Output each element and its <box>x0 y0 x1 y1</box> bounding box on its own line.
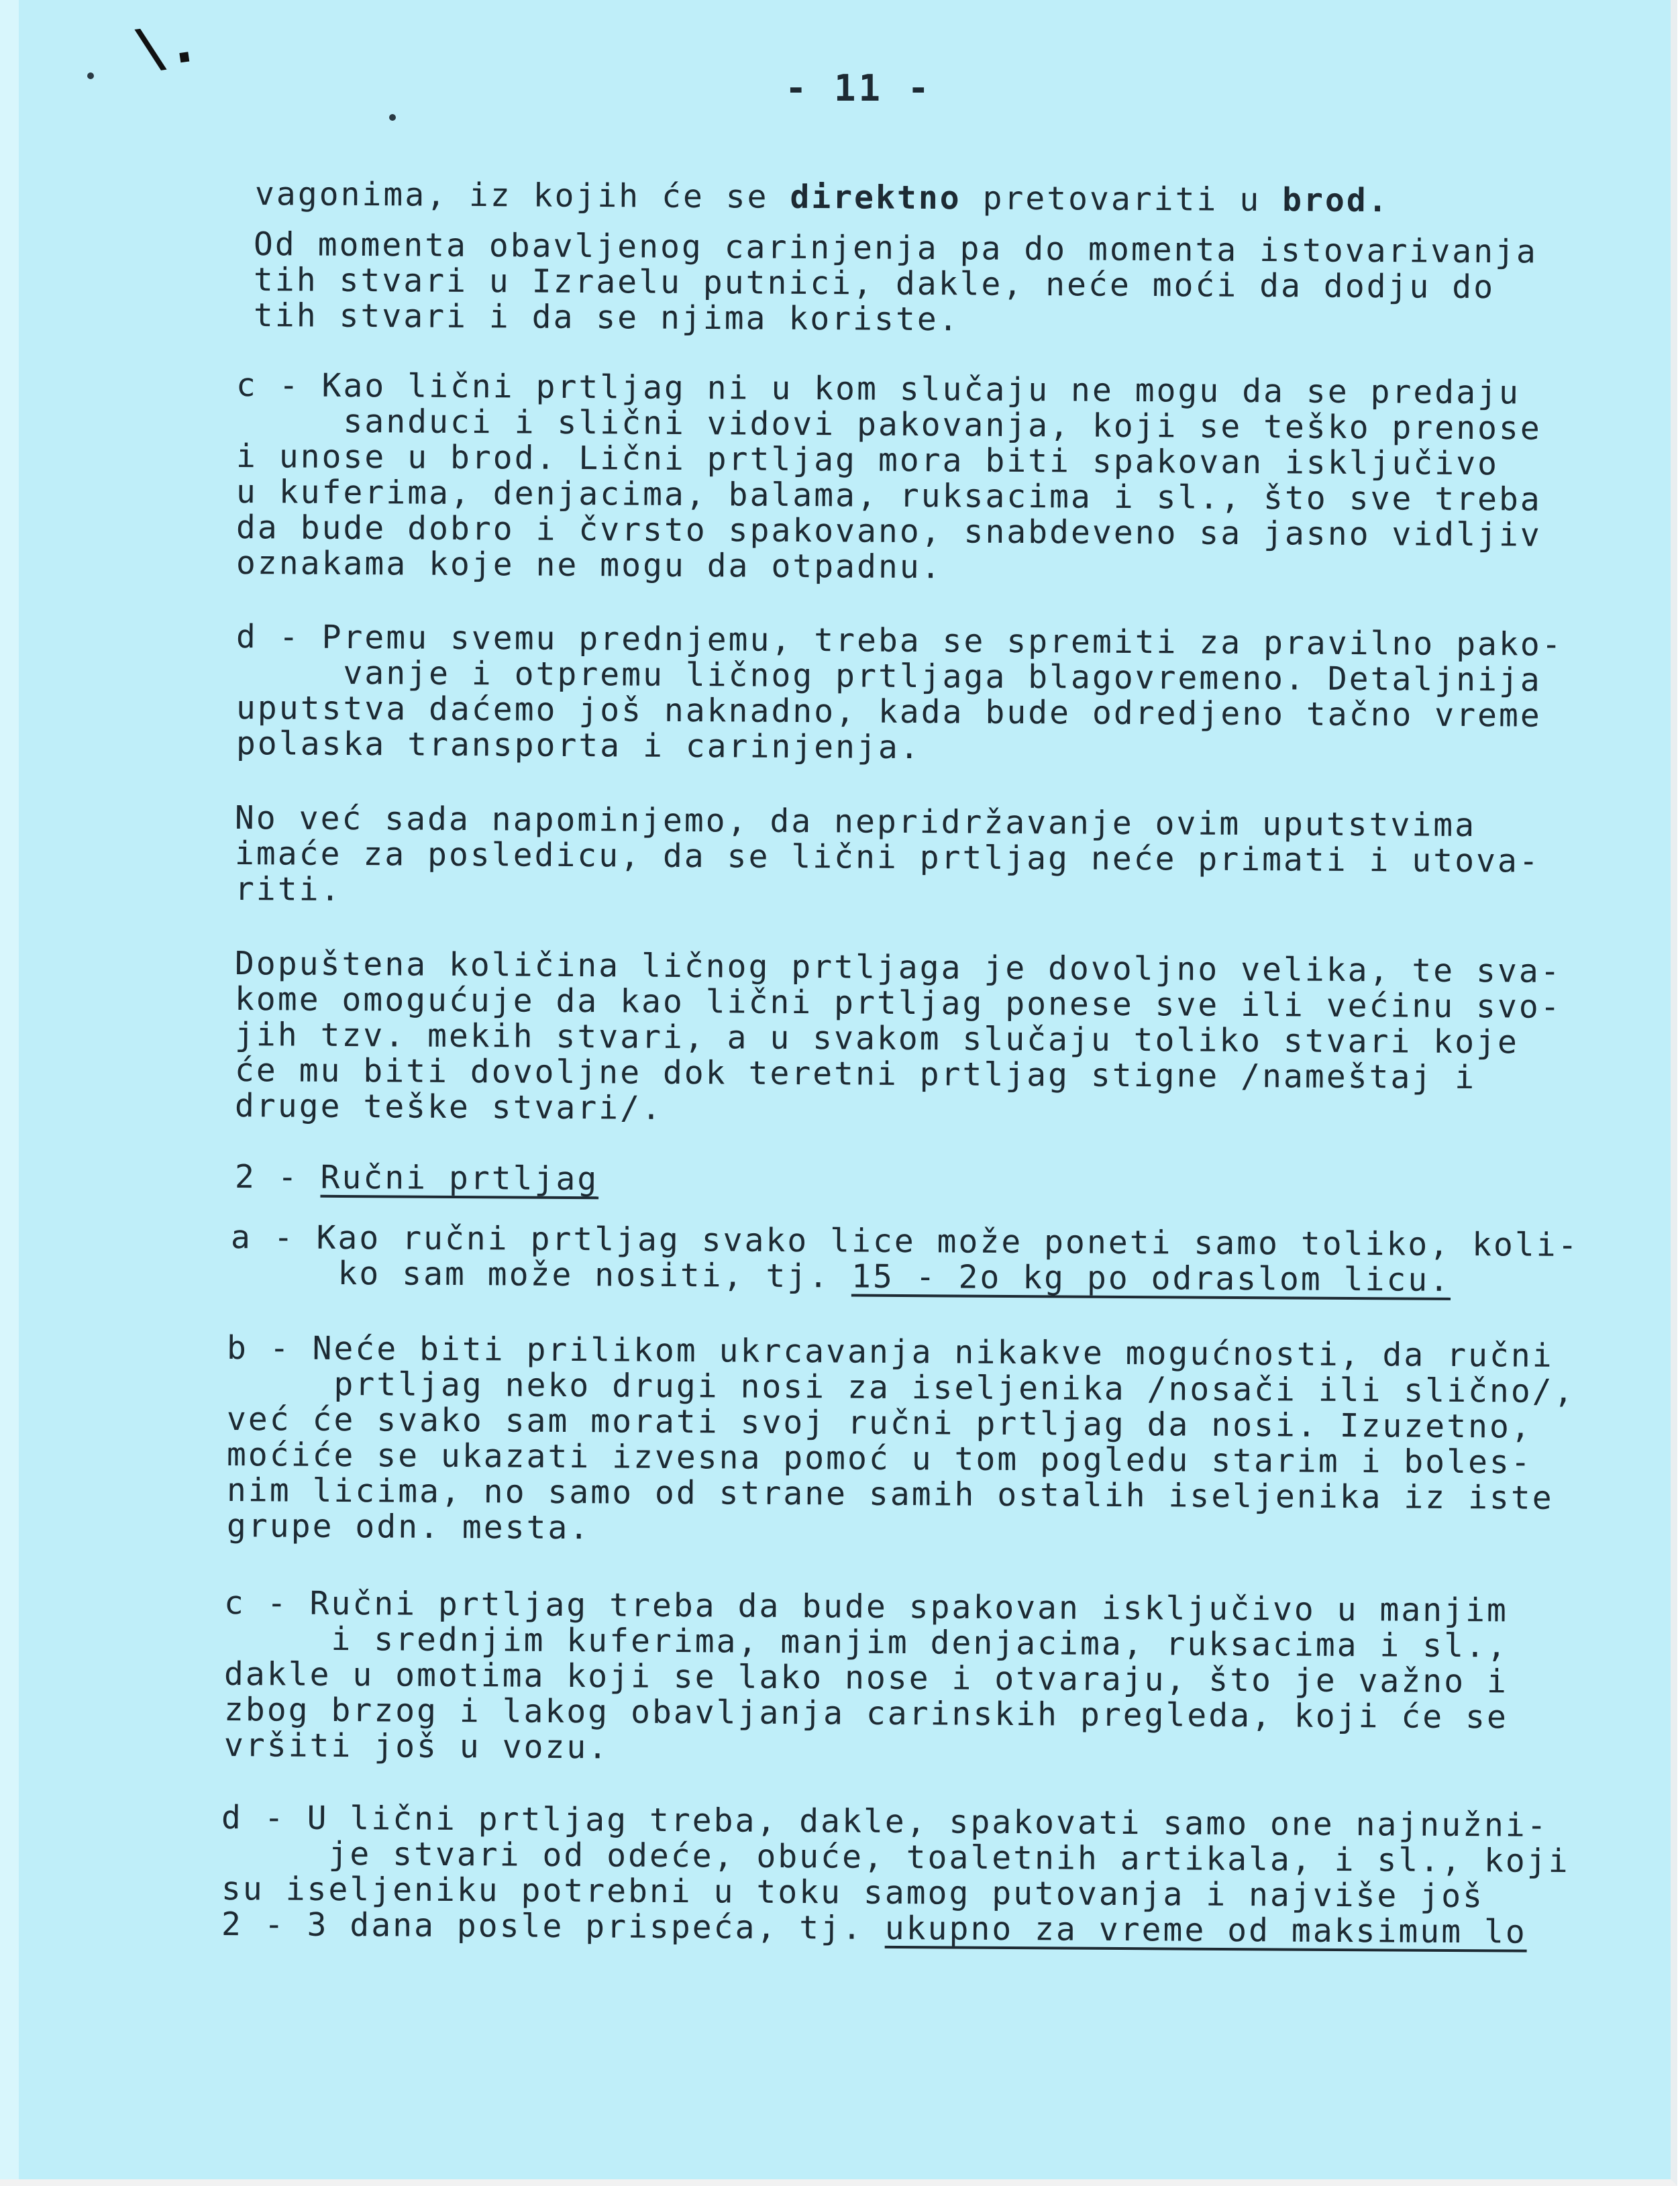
text-line <box>234 870 342 908</box>
text-segment: c - Kao lični prtljag ni u kom slučaju ne mogu da se predaju <box>235 366 1521 412</box>
text-segment: d - U lični prtljag treba, dakle, spakovati samo one najnužni- <box>221 1799 1548 1844</box>
text-line <box>221 1906 1527 1951</box>
text-segment: da bude dobro i čvrsto spakovano, snabdeveno sa jasno vidljiv <box>235 509 1542 554</box>
text-segment: ko sam može nositi, tj. <box>230 1254 852 1296</box>
text-line <box>235 725 921 767</box>
text-segment: i srednjim kuferima, manjim denjacima, ruksacima i sl., <box>223 1620 1509 1665</box>
text-segment: vagonima, iz kojih će se <box>254 175 790 216</box>
text-segment: No već sada napominjemo, da nepridržavanje ovim uputstvima <box>234 799 1477 845</box>
text-segment: oznakama koje ne mogu da otpadnu. <box>235 544 943 586</box>
text-segment: vršiti još u vozu. <box>223 1726 610 1767</box>
text-segment: a - Kao ručni prtljag svako lice može poneti samo toliko, koli- <box>230 1218 1579 1265</box>
text-segment: Od momenta obavljenog carinjenja pa do momenta istovarivanja <box>253 225 1538 271</box>
text-segment: 2 - 3 dana posle prispeća, tj. <box>221 1906 886 1947</box>
text-segment: 2 - <box>234 1158 321 1196</box>
text-segment: tih stvari u Izraelu putnici, dakle, neće moći da dodju do <box>253 261 1495 307</box>
text-segment: u kuferima, denjacima, balama, ruksacima i sl., što sve treba <box>235 473 1542 519</box>
text-segment: su iseljeniku potrebni u toku samog putovanja i najviše još <box>221 1870 1485 1916</box>
text-line <box>234 1158 599 1198</box>
text-segment: Dopuštena količina ličnog prtljaga je dovoljno velika, te sva- <box>234 945 1562 990</box>
text-line <box>226 1507 591 1547</box>
text-segment: i unose u brod. Lični prtljag mora biti spakovan isključivo <box>235 437 1500 483</box>
text-segment: je stvari od odeće, obuće, toaletnih artikala, i sl., koji <box>221 1834 1570 1881</box>
underlined-text: 15 - 2o kg po odraslom licu. <box>851 1257 1451 1299</box>
text-segment: tih stvari i da se njima koriste. <box>253 297 960 339</box>
text-segment: polaska transporta i carinjenja. <box>235 725 921 767</box>
text-segment: druge teške stvari/. <box>234 1087 664 1127</box>
text-segment: imaće za posledicu, da se lični prtljag neće primati i utova- <box>234 835 1540 880</box>
text-segment: uputstva daćemo još naknadno, kada bude odredjeno tačno vreme <box>235 689 1542 735</box>
text-segment: dakle u omotima koji se lako nose i otvaraju, što je važno i <box>223 1655 1509 1701</box>
text-segment: brod. <box>1281 181 1389 220</box>
text-line <box>234 1087 664 1127</box>
text-line <box>254 175 1389 220</box>
text-segment: prtljag neko drugi nosi za iseljenika /nosači ili slično/, <box>226 1365 1575 1411</box>
text-segment: jih tzv. mekih stvari, a u svakom slučaju toliko stvari koje <box>234 1016 1520 1061</box>
text-segment: vanje i otpremu ličnog prtljaga blagovremeno. Detaljnija <box>235 654 1542 699</box>
text-segment: grupe odn. mesta. <box>226 1507 591 1547</box>
underlined-text: Ručni prtljag <box>320 1158 599 1198</box>
text-segment: d - Premu svemu prednjemu, treba se spremiti za pravilno pako- <box>235 618 1563 664</box>
ink-dot <box>389 114 396 121</box>
underlined-text: ukupno za vreme od maksimum lo <box>884 1909 1527 1951</box>
text-segment: c - Ručni prtljag treba da bude spakovan isključivo u manjim <box>223 1584 1509 1630</box>
text-segment: riti. <box>234 870 342 908</box>
text-line <box>230 1254 1451 1299</box>
text-segment: će mu biti dovoljne dok teretni prtljag stigne /nameštaj i <box>234 1051 1477 1097</box>
text-segment: već će svako sam morati svoj ručni prtljag da nosi. Izuzetno, <box>226 1400 1532 1446</box>
page-edge <box>0 0 19 2179</box>
handwritten-mark: \. <box>129 10 203 82</box>
text-segment: moćiće se ukazati izvesna pomoć u tom pogledu starim i boles- <box>226 1436 1532 1481</box>
text-line <box>235 837 1540 878</box>
text-segment: zbog brzog i lakog obavljanja carinskih pregleda, koji će se <box>223 1691 1509 1736</box>
text-segment: nim licima, no samo od strane samih ostalih iseljenika iz iste <box>226 1471 1554 1517</box>
text-segment: direktno <box>790 178 961 217</box>
text-line <box>235 544 943 586</box>
text-segment: kome omogućuje da kao lični prtljag ponese sve ili većinu svo- <box>234 980 1562 1026</box>
text-segment: b - Neće biti prilikom ukrcavanja nikakve mogućnosti, da ručni <box>226 1329 1554 1375</box>
text-segment: sanduci i slični vidovi pakovanja, koji se teško prenose <box>235 402 1542 448</box>
text-line <box>223 1726 610 1767</box>
text-line <box>253 297 960 339</box>
text-segment: pretovariti u <box>961 179 1283 219</box>
ink-dot <box>87 72 94 79</box>
page-number: - 11 - <box>785 67 933 109</box>
